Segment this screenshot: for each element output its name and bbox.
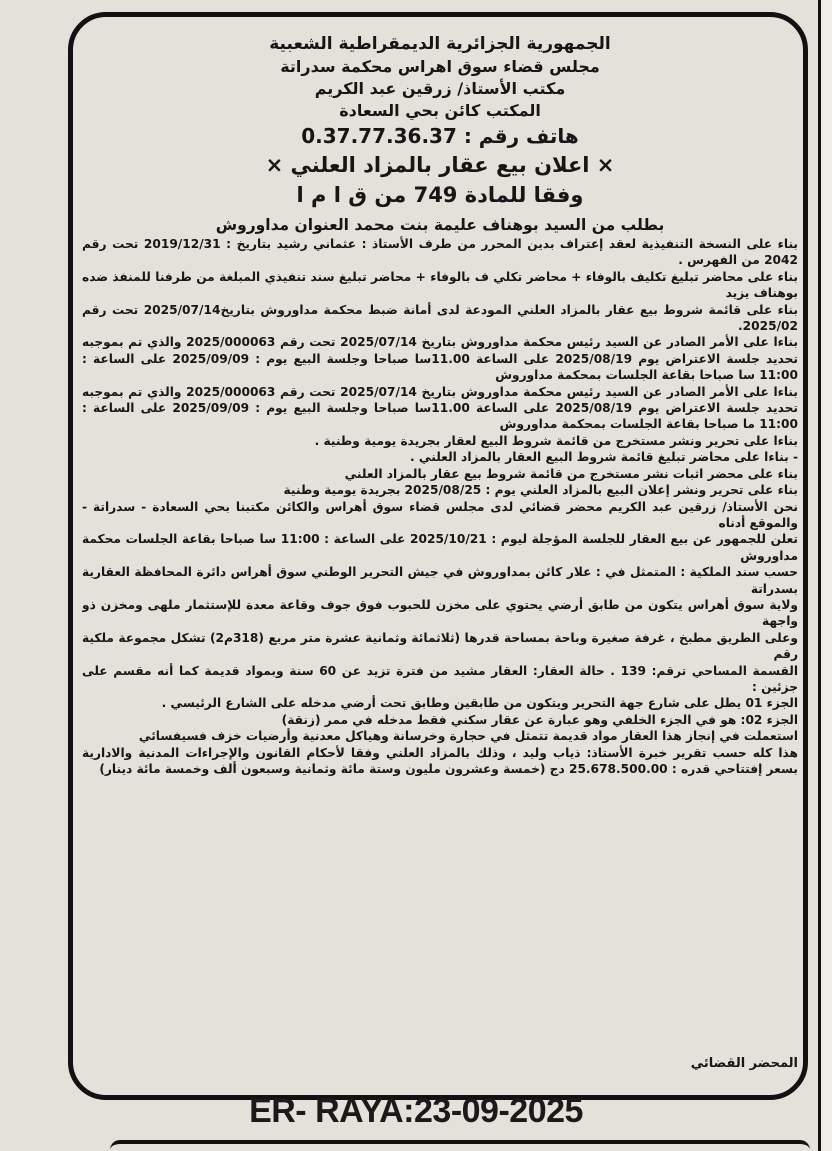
body-paragraph: بناءا على تحرير ونشر مستخرج من قائمة شروط البيع لعقار بجريدة يومية وطنية . [314,433,798,448]
signature-label: المحضر القضائي [690,1056,798,1071]
body-paragraph: استعملت في إنجاز هذا العقار مواد قديمة تتمثل في حجارة وخرسانة وهياكل معدنية وأرضيات خزف فسيفسائي [138,729,798,744]
adjacent-column-edge [818,0,832,1151]
body-paragraph: ولاية سوق أهراس يتكون من طابق أرضي يحتوي على مخزن للحبوب فوق جوف وقاعة معدة للإستثمار ملهى ومخزن ذو واجهة [82,597,798,629]
header-office: مكتب الأستاذ/ زرقين عبد الكريم [314,79,566,98]
body-paragraph: بناء على تحرير ونشر إعلان البيع بالمزاد العلني يوم : 2025/08/25 بجريدة يومية وطنية [283,483,798,498]
header-court: مجلس قضاء سوق اهراس محكمة سدراتة [280,57,600,76]
notice-title: × اعلان بيع عقار بالمزاد العلني × [265,153,615,177]
body-paragraph: بناء على محاضر تبليغ تكليف بالوفاء + محاضر تكلي ف بالوفاء + محاضر تبليغ سند تنفيذي المبلغة من طرفنا للمنفذ ضده بوهناف يزيد [82,269,798,301]
body-paragraph: تعلن للجمهور عن بيع العقار للجلسة المؤجلة ليوم : 2025/10/21 على الساعة : 11:00 سا صباحا بقاعة الجلسات محكمة مداوروش [82,532,798,563]
body-paragraph: نحن الأستاذ/ زرقين عبد الكريم محضر قضائي لدى مجلس قضاء سوق أهراس والكائن مكتبنا بحي السعادة - سدراتة - والموقع أدناه [82,499,798,530]
auction-notice [82,32,798,1082]
body-paragraph: الجزء 02: هو في الجزء الخلفي وهو عبارة عن عقار سكني فقط مدخله في ممر (زنقة) [281,712,798,727]
header-republic: الجمهورية الجزائرية الديمقراطية الشعبية [269,34,611,54]
requester-line: بطلب من السيد بوهناف عليمة بنت محمد العنوان مداوروش [215,216,665,234]
body-paragraph: بناء على محضر اثبات نشر مستخرج من قائمة شروط بيع عقار بالمزاد العلني [344,466,798,481]
bottom-frame-edge [110,1140,810,1150]
body-paragraph: بناءا على الأمر الصادر عن السيد رئيس محكمة مداوروش بتاريخ 2025/07/14 تحت رقم 2025/000063 والذي تم بموجبه تحديد جلسة الاعتراض يوم 2025/08/19 على الساعة 11.00سا صباحا وجلسة البيع يوم : 2025/09/09 على الساعة : 11:00 سا صباحا بقاعة الجلسات بمحكمة مداوروش [82,335,798,383]
body-paragraph: الجزء 01 يطل على شارع جهة التحرير ويتكون من طابقين وطابق تحت أرضي مدخله على الشارع الرئيسي . [161,696,798,711]
body-paragraph: حسب سند الملكية : المتمثل في : علار كائن بمداوروش في جيش التحرير الوطني سوق أهراس دائرة المحافظة العقارية بسدراتة [82,565,798,596]
body-paragraph: هذا كله حسب تقرير خبرة الأستاذ: ذياب وليد ، وذلك بالمزاد العلني وفقا لأحكام القانون والإجراءات المدنية والادارية بسعر إفتتاحي قدره : 25.678.500.00 دج (خمسة وعشرون مليون وستة مائة وثمانية وسبعون ألف وخمسة مائة دينار) [82,745,798,776]
body-paragraph: بناء على النسخة التنفيذية لعقد إعتراف بدين المحرر من طرف الأستاذ : عثماني رشيد بتاريخ : 2019/12/31 تحت رقم 2042 من الفهرس . [82,237,798,268]
header-phone: هاتف رقم : 0.37.77.36.37 [301,124,579,148]
notice-body [82,236,798,777]
notice-subtitle: وفقا للمادة 749 من ق ا م ا [296,183,584,207]
body-paragraph: بناءا على الأمر الصادر عن السيد رئيس محكمة مداوروش بتاريخ 2025/07/14 تحت رقم 2025/000063 والذي تم بموجبه تحديد جلسة الاعتراض يوم 2025/08/19 على الساعة 11.00سا صباحا وجلسة البيع يوم : 2025/09/09 على الساعة : 11:00 ما صباحا بقاعة الجلسات بمحكمة مداوروش [82,384,798,432]
body-paragraph: بناء على قائمة شروط بيع عقار بالمزاد العلني المودعة لدى أمانة ضبط محكمة مداوروش بتاريخ2025/07/14 تحت رقم 2025/02. [82,302,798,334]
publication-footer: ER- RAYA:23-09-2025 [249,1092,583,1130]
body-paragraph: - بناءا على محاضر تبليغ قائمة شروط البيع العقار بالمزاد العلني . [410,450,798,465]
body-paragraph: القسمة المساحي ترقم: 139 . حالة العقار: العقار مشيد من فترة تزيد عن 60 سنة وبمواد قديمة كما أنه مقسم على جزئين : [82,663,798,694]
body-paragraph: وعلى الطريق مطبخ ، غرفة صغيرة وباحة بمساحة قدرها (ثلاثمائة وثمانية عشرة متر مربع (318م2) تشكل مجموعة ملكية رقم [82,630,798,662]
header-address: المكتب كائن بحي السعادة [339,101,541,120]
